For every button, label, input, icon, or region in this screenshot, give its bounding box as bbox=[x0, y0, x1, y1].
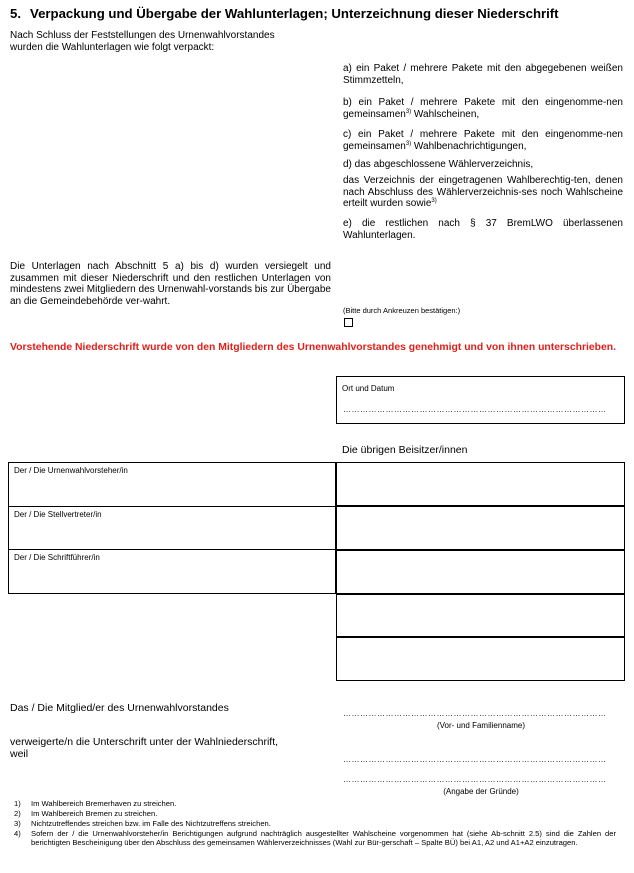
refusal-reason-dots-2[interactable]: ………………………………………………………………………………… bbox=[343, 775, 607, 784]
item-d-register bbox=[343, 175, 623, 210]
footnote-1-number: 1) bbox=[14, 799, 21, 808]
intro-line-2: wurden die Wahlunterlagen wie folgt verpackt: bbox=[10, 41, 215, 53]
chair-signature-label: Der / Die Urnenwahlvorsteher/in bbox=[14, 466, 128, 475]
other-members-heading: Die übrigen Beisitzer/innen bbox=[342, 444, 468, 456]
refusal-member-label: Das / Die Mitglied/er des Urnenwahlvorstandes bbox=[10, 702, 229, 714]
refusal-line-1: verweigerte/n die Unterschrift unter der Wahlniederschrift, bbox=[10, 736, 279, 748]
footnote-2-text: Im Wahlbereich Bremen zu streichen. bbox=[31, 809, 158, 818]
item-b-text-end: Wahlscheinen, bbox=[411, 108, 480, 120]
item-b bbox=[343, 97, 623, 120]
assessor-signature-5[interactable] bbox=[336, 637, 625, 681]
secretary-signature-label: Der / Die Schriftführer/in bbox=[14, 553, 100, 562]
section-heading bbox=[10, 6, 559, 21]
secretary-signature-field[interactable] bbox=[9, 565, 334, 592]
footnote-2-number: 2) bbox=[14, 809, 21, 818]
approval-notice: Vorstehende Niederschrift wurde von den Mitgliedern des Urnenwahlvorstandes genehmigt und von ihnen unterschrieben. bbox=[10, 342, 617, 353]
place-date-dots: ………………………………………………………………………………… bbox=[343, 405, 607, 414]
item-e: e) die restlichen nach § 37 BremLWO überlassenen Wahlunterlagen. bbox=[343, 218, 623, 241]
place-date-label: Ort und Datum bbox=[342, 384, 395, 393]
section-number: 5. bbox=[10, 6, 21, 21]
deputy-signature-label: Der / Die Stellvertreter/in bbox=[14, 510, 102, 519]
assessor-signature-2[interactable] bbox=[336, 506, 625, 550]
intro-line-1: Nach Schluss der Feststellungen des Urnenwahlvorstandes bbox=[10, 30, 275, 41]
footnote-4-text: Sofern der / die Urnenwahlvorsteher/in Berichtigungen aufgrund nachträglich ausgestellter Wahlscheine vorgenommen hat (siehe Ab-schnitt 2.5) sind die Zahlen der berichtigten Bescheinigung über den Abschluss des gemeinsamen Wählerverzeichnisses (Wahl zur Bür-gerschaft – Spalte BÜ) bei A1, A2 und A1+A2 einzutragen. bbox=[31, 829, 616, 848]
item-d-register-text: das Verzeichnis der eingetragenen Wahlberechtig-ten, denen nach Abschluss des Wählerverzeichnis-ses noch Wahlscheine erteilt wurden sowie bbox=[343, 175, 623, 209]
footnote-3-number: 3) bbox=[14, 819, 21, 828]
confirm-checkbox[interactable] bbox=[344, 318, 353, 327]
refusal-text bbox=[10, 737, 330, 760]
item-c-footnote-ref: 3) bbox=[405, 140, 412, 147]
chair-signature-field[interactable] bbox=[9, 478, 334, 505]
item-c-text-end: Wahlbenachrichtigungen, bbox=[411, 140, 527, 152]
assessor-signature-1[interactable] bbox=[336, 462, 625, 506]
refusal-reason-dots-1[interactable]: ………………………………………………………………………………… bbox=[343, 755, 607, 764]
sealed-text: Die Unterlagen nach Abschnitt 5 a) bis d) wurden versiegelt und zusammen mit dieser Niederschrift und den restlichen Unterlagen von mindestens zwei Mitgliedern des Urnenwahl-vorstands bis zur Übergabe an die Gemeindebehörde ver-wahrt. bbox=[10, 261, 331, 307]
assessor-signature-4[interactable] bbox=[336, 594, 625, 637]
item-b-footnote-ref: 3) bbox=[405, 108, 412, 115]
item-c bbox=[343, 129, 623, 152]
item-d-register-footnote-ref: 3) bbox=[431, 198, 437, 204]
item-d: d) das abgeschlossene Wählerverzeichnis, bbox=[343, 159, 534, 170]
footnote-4-number: 4) bbox=[14, 829, 21, 838]
confirm-label: (Bitte durch Ankreuzen bestätigen:) bbox=[343, 306, 461, 315]
item-a: a) ein Paket / mehrere Pakete mit den abgegebenen weißen Stimmzetteln, bbox=[343, 63, 623, 86]
refusal-reasons-caption: (Angabe der Gründe) bbox=[443, 787, 519, 796]
deputy-signature-field[interactable] bbox=[9, 522, 334, 548]
item-b-text: b) ein Paket / mehrere Pakete mit den eingenomme-nen gemeinsamen bbox=[343, 97, 623, 120]
footnote-1-text: Im Wahlbereich Bremerhaven zu streichen. bbox=[31, 799, 177, 808]
refusal-name-caption: (Vor- und Familienname) bbox=[436, 721, 526, 730]
intro-text bbox=[10, 30, 330, 53]
assessor-signature-3[interactable] bbox=[336, 550, 625, 594]
section-title: Verpackung und Übergabe der Wahlunterlagen; Unterzeichnung dieser Niederschrift bbox=[30, 6, 559, 21]
footnote-3-text: Nichtzutreffendes streichen bzw. im Falle des Nichtzutreffens streichen. bbox=[31, 819, 271, 828]
refusal-name-dots[interactable]: ………………………………………………………………………………… bbox=[343, 709, 607, 718]
refusal-line-2: weil bbox=[10, 747, 29, 760]
item-c-text: c) ein Paket / mehrere Pakete mit den eingenomme-nen gemeinsamen bbox=[343, 129, 623, 152]
